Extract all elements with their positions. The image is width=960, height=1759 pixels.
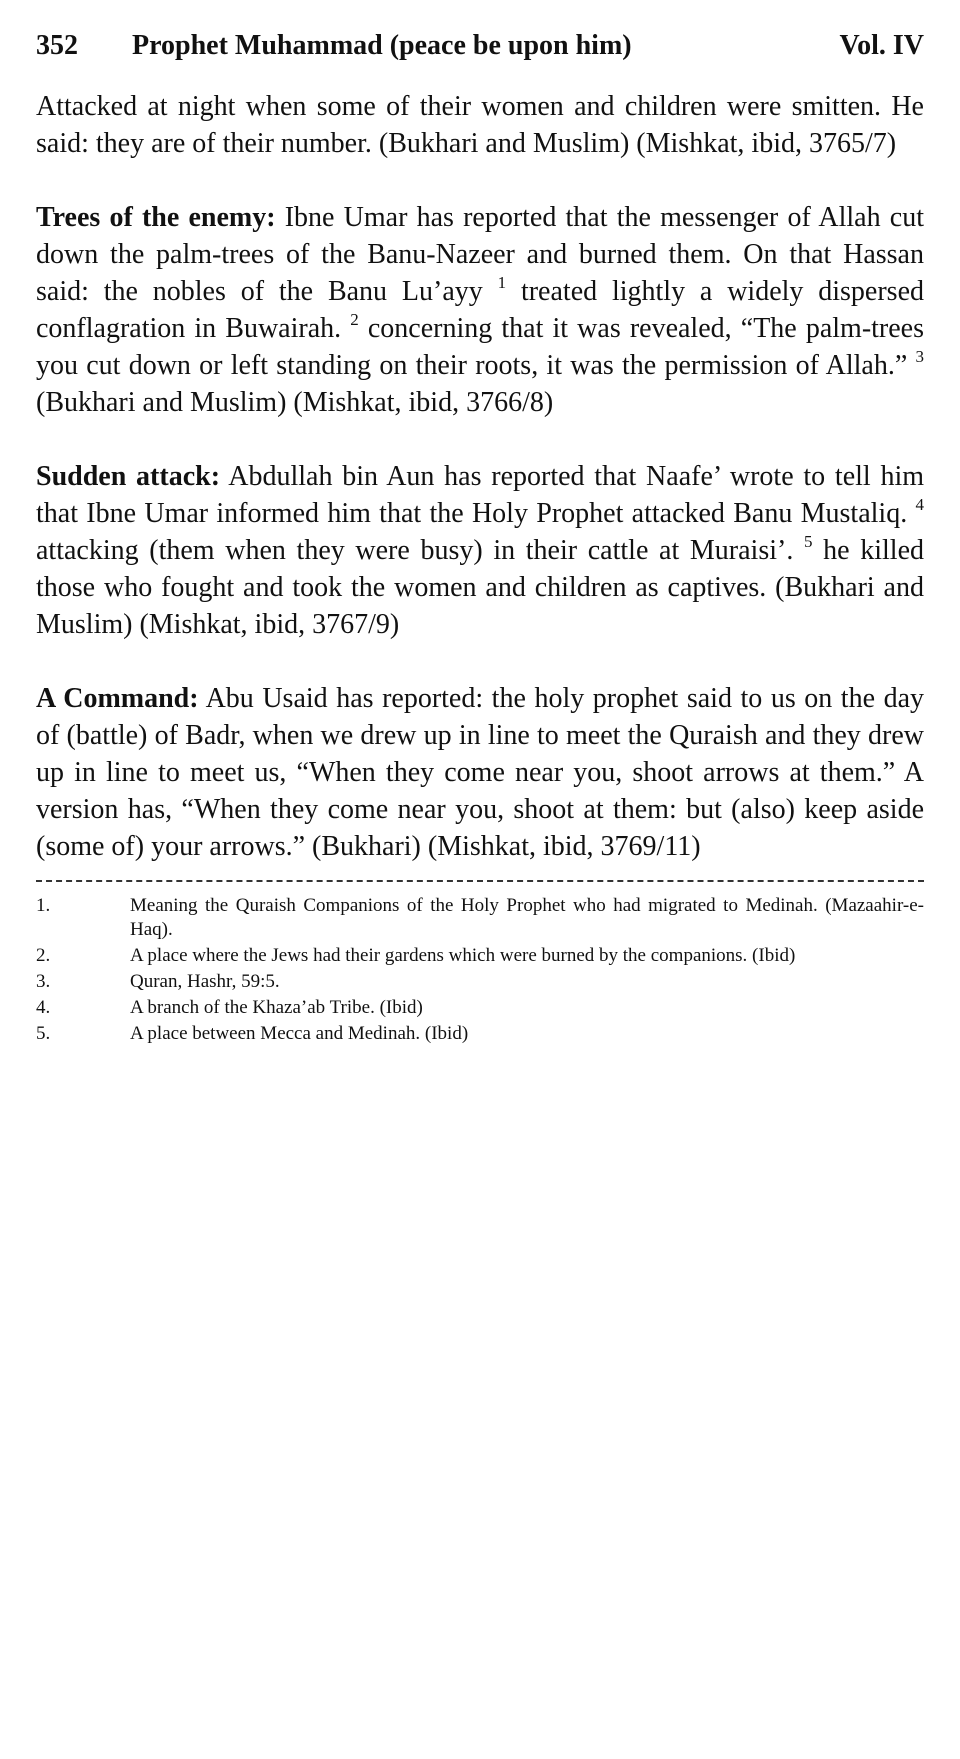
volume-label: Vol. IV bbox=[839, 30, 924, 61]
paragraph-heading: Trees of the enemy: bbox=[36, 202, 276, 233]
footnote-number: 1. bbox=[36, 895, 51, 916]
footnote-number: 3. bbox=[36, 971, 51, 992]
paragraph-text: treated lightly a widely dispersed conflagration in Buwairah. bbox=[36, 276, 925, 344]
footnote-item bbox=[36, 1022, 924, 1046]
footnote-number: 4. bbox=[36, 997, 51, 1018]
book-title: Prophet Muhammad (peace be upon him) bbox=[132, 30, 632, 61]
paragraph-a-command bbox=[36, 680, 924, 865]
running-header bbox=[36, 28, 924, 68]
paragraph-text: attacking (them when they were busy) in their cattle at Muraisi’. bbox=[36, 535, 804, 566]
paragraph-text: Attacked at night when some of their women and children were smitten. He said: they are of their number. (Bukhari and Muslim) (Mishkat, ibid, 3765/7) bbox=[36, 91, 924, 159]
footnote-text: Meaning the Quraish Companions of the Holy Prophet who had migrated to Medinah. (Mazaahir-e-Haq). bbox=[130, 895, 924, 940]
footnote-item bbox=[36, 996, 924, 1020]
footnote-ref: 2 bbox=[350, 310, 359, 329]
paragraph-sudden-attack bbox=[36, 458, 924, 643]
footnote-item bbox=[36, 970, 924, 994]
paragraph-text: Abu Usaid has reported: the holy prophet said to us on the day of (battle) of Badr, when we drew up in line to meet the Quraish and they drew up in line to meet us, “When they come near you, shoot arrows at them.” A version has, “When they come near you, shoot at them: but (also) keep aside (some of) your arrows.” (Bukhari) (Mishkat, ibid, 3769/11) bbox=[36, 683, 924, 862]
book-page bbox=[36, 28, 924, 1048]
paragraph-trees-of-the-enemy bbox=[36, 199, 924, 421]
footnote-ref: 1 bbox=[497, 273, 507, 292]
footnote-ref: 5 bbox=[803, 532, 813, 551]
paragraph-intro bbox=[36, 88, 924, 162]
footnote-text: A place between Mecca and Medinah. (Ibid) bbox=[130, 1023, 469, 1044]
footnote-text: A branch of the Khaza’ab Tribe. (Ibid) bbox=[130, 997, 423, 1018]
footnote-item bbox=[36, 894, 924, 942]
paragraph-text: concerning that it was revealed, “The palm-trees you cut down or left standing on their roots, it was the permission of Allah.” bbox=[36, 313, 925, 381]
footnote-number: 2. bbox=[36, 945, 51, 966]
footnote-item bbox=[36, 944, 924, 968]
paragraph-text: Ibne Umar has reported that the messenger of Allah cut down the palm-trees of the Banu-Nazeer and burned them. On that Hassan said: the nobles of the Banu Lu’ayy bbox=[36, 202, 924, 307]
footnote-ref: 3 bbox=[915, 347, 924, 366]
footnote-ref: 4 bbox=[915, 495, 924, 514]
page-number: 352 bbox=[36, 30, 78, 61]
footnote-text: A place where the Jews had their gardens which were burned by the companions. (Ibid) bbox=[130, 945, 796, 966]
paragraph-text: Abdullah bin Aun has reported that Naafe’ wrote to tell him that Ibne Umar informed him that the Holy Prophet attacked Banu Mustaliq. bbox=[36, 461, 925, 529]
footnotes bbox=[36, 894, 924, 1046]
paragraph-text: (Bukhari and Muslim) (Mishkat, ibid, 3766/8) bbox=[36, 387, 554, 418]
footnote-divider bbox=[36, 880, 924, 882]
footnote-text: Quran, Hashr, 59:5. bbox=[130, 971, 280, 992]
paragraph-text: he killed those who fought and took the women and children as captives. (Bukhari and Muslim) (Mishkat, ibid, 3767/9) bbox=[36, 535, 924, 640]
footnote-number: 5. bbox=[36, 1023, 51, 1044]
paragraph-heading: A Command: bbox=[36, 683, 199, 714]
paragraph-heading: Sudden attack: bbox=[36, 461, 221, 492]
